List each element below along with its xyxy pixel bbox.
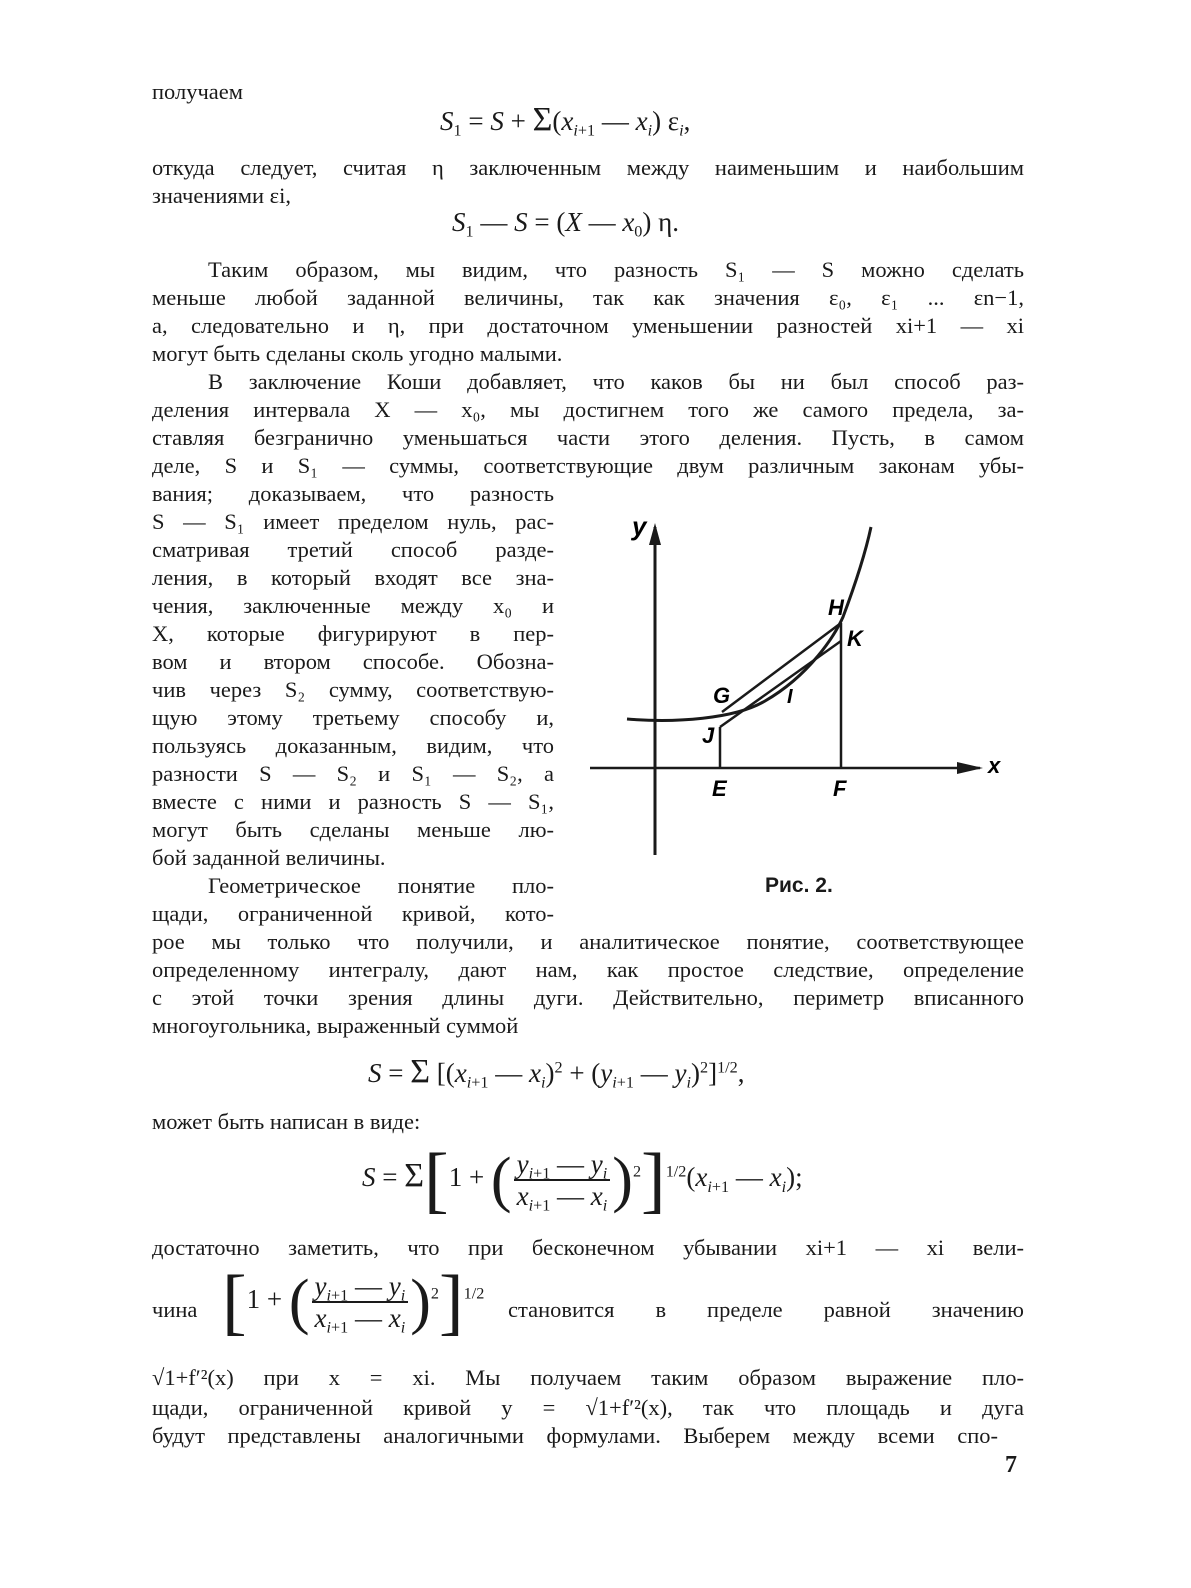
text-line: вместе с ними и разность S — S₁, — [152, 789, 554, 814]
text-line: определенному интегралу, дают нам, как простое следствие, определение — [152, 957, 1024, 982]
y-axis-arrow — [649, 523, 661, 545]
text-line: пользуясь доказанным, видим, что — [152, 733, 554, 758]
equation-limit-factor: [1 + ( $\frac{y_{i+1} — y_i}{x_{i+1} — x_i}$ )$^2$]$^{1/2}$ — [222, 1261, 485, 1343]
label-k: K — [847, 626, 863, 651]
page-number: 7 — [1005, 1452, 1017, 1478]
text-line: меньше любой заданной величины, так как значения ε₀, ε₁ ... εn−1, — [152, 285, 1024, 310]
text-line: Таким образом, мы видим, что разность S₁ — S можно сделать — [208, 257, 1024, 282]
text-line: а, следовательно и η, при достаточном уменьшении разностей xi+1 — xi — [152, 313, 1024, 338]
label-e: E — [712, 776, 727, 801]
text-line: щади, ограниченной кривой, кото- — [152, 901, 554, 926]
text-line: Геометрическое понятие пло- — [208, 873, 554, 898]
text-line: разности S — S₂ и S₁ — S₂, а — [152, 761, 554, 786]
figure-caption: Рис. 2. — [765, 874, 833, 897]
text-line: чина — [152, 1297, 198, 1322]
equation-perimeter-sum: S = Σ [($x_{i+1}$ — $x_i)^2 + (y_{i+1}$ — $y_i)^2]^{1/2}$, — [368, 1053, 745, 1092]
label-g: G — [713, 683, 731, 708]
text-line: В заключение Коши добавляет, что каков бы ни был способ раз- — [208, 369, 1024, 394]
text-line: достаточно заметить, что при бесконечном убывании xi+1 — xi вели- — [152, 1235, 1024, 1260]
text-line: рое мы только что получили, и аналитическое понятие, соответствующее — [152, 929, 1024, 954]
equation-s1: $S_1 = S + \Sigma(x_{i+1}$ — $x_i$) $\varepsilon_i$, — [440, 101, 691, 140]
text-line: могут быть сделаны меньше лю- — [152, 817, 554, 842]
text-line: чив через S₂ сумму, соответствую- — [152, 677, 554, 702]
text-line: становится в пределе равной значению — [508, 1297, 1024, 1322]
text-line: деле, S и S₁ — суммы, соответствующие двум различным законам убы- — [152, 453, 1024, 478]
label-f: F — [833, 776, 847, 801]
text-line: X, которые фигурируют в пер- — [152, 621, 554, 646]
label-x: x — [988, 753, 1001, 778]
text-line: получаем — [152, 79, 243, 104]
text-line: деления интервала X — x₀, мы достигнем того же самого предела, за- — [152, 397, 1024, 422]
label-h: H — [828, 595, 844, 620]
chord-jk — [720, 641, 841, 727]
x-axis-arrow — [957, 762, 983, 774]
label-y: y — [632, 511, 647, 541]
text-line: вом и втором способе. Обозна- — [152, 649, 554, 674]
text-line: сматривая третий способ разде- — [152, 537, 554, 562]
text-line: с этой точки зрения длины дуги. Действительно, периметр вписанного — [152, 985, 1024, 1010]
text-line: S — S₁ имеет пределом нуль, рас- — [152, 509, 554, 534]
text-line: будут представлены аналогичными формулами. Выберем между всеми спо- — [152, 1423, 998, 1448]
label-j: J — [702, 723, 715, 748]
text-line: значениями εi, — [152, 183, 291, 208]
text-line: щади, ограниченной кривой y = √1+f′²(x), так что площадь и дуга — [152, 1395, 1024, 1420]
equation-s1-minus-s: $S_1$ — S = (X — $x_0$) η. — [452, 207, 680, 241]
text-line: многоугольника, выраженный суммой — [152, 1013, 519, 1038]
text-line: щую этому третьему способу и, — [152, 705, 554, 730]
chord-gh — [722, 623, 841, 712]
text-line: бой заданной величины. — [152, 845, 386, 870]
text-line: ставляя безгранично уменьшаться части этого деления. Пусть, в самом — [152, 425, 1024, 450]
text-line: может быть написан в виде: — [152, 1109, 421, 1134]
text-line: вания; доказываем, что разность — [152, 481, 554, 506]
text-line: ления, в который входят все зна- — [152, 565, 554, 590]
text-line: чения, заключенные между x₀ и — [152, 593, 554, 618]
text-line: откуда следует, считая η заключенным между наименьшим и наибольшим — [152, 155, 1024, 180]
equation-perimeter-fraction: S = Σ[1 + ( $\frac{y_{i+1} — y_i}{x_{i+1} — x_i}$ )$^2]^{1/2}(x_{i+1}$ — $x_i$); — [362, 1139, 803, 1221]
figure-curve-chord-diagram — [585, 505, 1005, 865]
text-line: √1+f′²(x) при x = xi. Мы получаем таким образом выражение пло- — [152, 1365, 1024, 1390]
text-line: могут быть сделаны сколь угодно малыми. — [152, 341, 563, 366]
label-i: I — [787, 686, 793, 708]
